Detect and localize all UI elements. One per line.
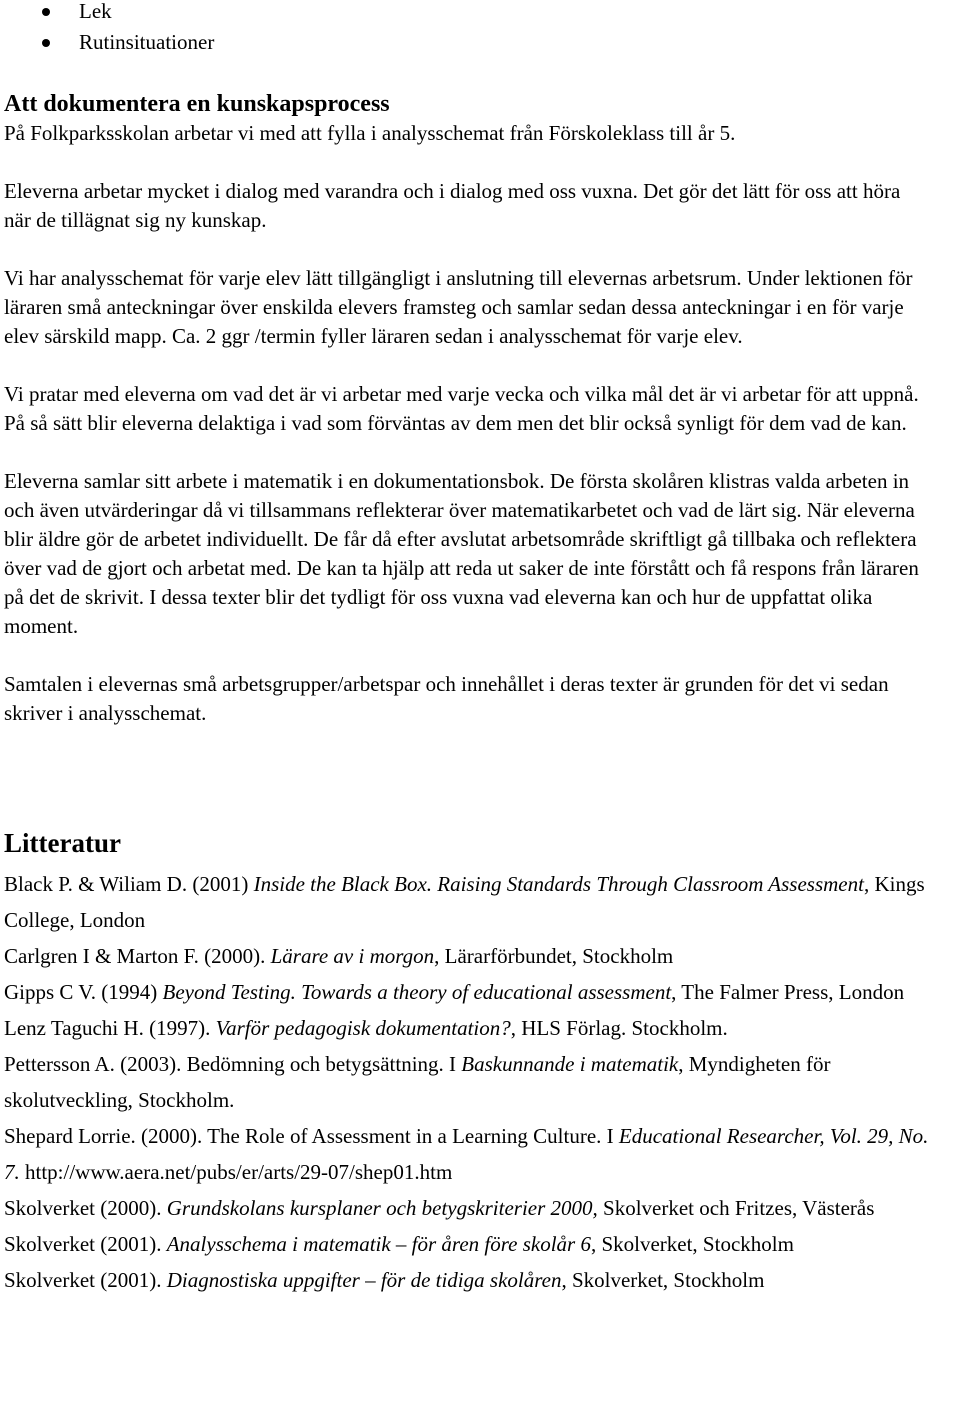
reference-text: Skolverket och Fritzes, Västerås (597, 1196, 875, 1220)
reference-item (4, 1046, 932, 1118)
section-heading: Litteratur (4, 828, 121, 858)
paragraph: Eleverna arbetar mycket i dialog med varandra och i dialog med oss vuxna. Det gör det lätt för oss att höra när de tillägnat sig ny kunskap. (4, 179, 901, 232)
bullet-list (0, 0, 214, 59)
reference-text: http://www.aera.net/pubs/er/arts/29-07/shep01.htm (19, 1160, 453, 1184)
list-item-text: Rutinsituationer (79, 30, 215, 54)
reference-title: Beyond Testing. Towards a theory of educational assessment (162, 980, 672, 1004)
reference-text: , Lärarförbundet, Stockholm (434, 944, 674, 968)
reference-title: Diagnostiska uppgifter – för de tidiga skolåren (166, 1268, 562, 1292)
list-item-text: Lek (79, 0, 112, 23)
reference-text: Shepard Lorrie. (2000). The Role of Assessment in a Learning Culture. I (4, 1124, 619, 1148)
reference-text: Skolverket (2001). (4, 1232, 167, 1256)
section-heading: Att dokumentera en kunskapsprocess (4, 91, 390, 117)
section-documentation (4, 89, 932, 728)
bullet-icon (42, 8, 50, 16)
paragraph: På Folkparksskolan arbetar vi med att fylla i analysschemat från Förskoleklass till år 5. (4, 121, 736, 145)
reference-item (4, 1190, 932, 1226)
reference-item (4, 974, 932, 1010)
bullet-icon (42, 39, 50, 47)
reference-item (4, 1226, 932, 1262)
reference-item (4, 1262, 932, 1298)
reference-title: Analysschema i matematik – för åren före skolår 6 (166, 1232, 591, 1256)
reference-title: Grundskolans kursplaner och betygskriterier 2000, (166, 1196, 598, 1220)
reference-title: Lärare av i morgon (270, 944, 435, 968)
reference-text: Pettersson A. (2003). Bedömning och betygsättning. I (4, 1052, 462, 1076)
reference-text: , Skolverket, Stockholm (590, 1232, 794, 1256)
reference-title: Inside the Black Box. Raising Standards Through Classroom Assessment (253, 872, 864, 896)
list-item (0, 28, 214, 59)
paragraph: Samtalen i elevernas små arbetsgrupper/arbetspar och innehållet i deras texter är grunden för det vi sedan skriver i analysschemat. (4, 672, 889, 725)
section-literature (4, 826, 932, 1298)
list-item (0, 0, 214, 28)
paragraph: Eleverna samlar sitt arbete i matematik i en dokumentationsbok. De första skolåren klistras valda arbeten in och även utvärderingar då vi tillsammans reflekterar över matematikarbetet och vad de lärt sig. När eleverna blir äldre gör de arbetet individuellt. De får då efter avslutat arbetsområde skriftligt gå tillbaka och reflektera över vad de gjort och arbetat med. De kan ta hjälp att reda ut saker de inte förstått och få respons från läraren på det de skrivit. I dessa texter blir det tydligt för oss vuxna vad eleverna kan och hur de uppfattat olika moment. (4, 469, 919, 638)
reference-text: , Skolverket, Stockholm (561, 1268, 765, 1292)
reference-text: , HLS Förlag. Stockholm. (510, 1016, 728, 1040)
reference-list (4, 866, 932, 1298)
reference-item (4, 866, 932, 938)
reference-text: , Kings College, London (4, 872, 925, 932)
reference-title: Baskunnande i matematik (461, 1052, 679, 1076)
reference-title: Varför pedagogisk dokumentation? (215, 1016, 511, 1040)
reference-text: Black P. & Wiliam D. (2001) (4, 872, 254, 896)
reference-text: Gipps C V. (1994) (4, 980, 163, 1004)
reference-text: Lenz Taguchi H. (1997). (4, 1016, 216, 1040)
reference-item (4, 938, 932, 974)
reference-title: Educational Researcher, Vol. 29, No. 7. (4, 1124, 929, 1184)
reference-text: , The Falmer Press, London (671, 980, 905, 1004)
reference-text: Skolverket (2001). (4, 1268, 167, 1292)
reference-text: Carlgren I & Marton F. (2000). (4, 944, 271, 968)
paragraph: Vi pratar med eleverna om vad det är vi arbetar med varje vecka och vilka mål det är vi arbetar för att uppnå. På så sätt blir eleverna delaktiga i vad som förväntas av dem men det blir också synligt för dem vad de kan. (4, 382, 919, 435)
paragraph: Vi har analysschemat för varje elev lätt tillgängligt i anslutning till elevernas arbetsrum. Under lektionen för läraren små anteckningar över enskilda elevers framsteg och samlar sedan dessa anteckningar i en för varje elev särskild mapp. Ca. 2 ggr /termin fyller läraren sedan i analysschemat för varje elev. (4, 266, 913, 348)
reference-item (4, 1010, 932, 1046)
reference-text: Skolverket (2000). (4, 1196, 167, 1220)
reference-item (4, 1118, 932, 1190)
reference-text: , Myndigheten för skolutveckling, Stockholm. (4, 1052, 831, 1112)
